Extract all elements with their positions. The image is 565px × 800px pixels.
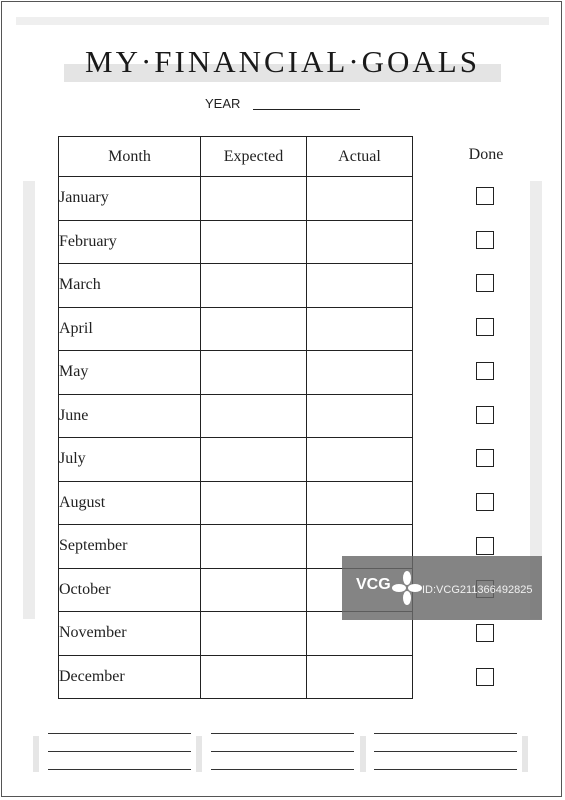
expected-cell[interactable] — [201, 177, 307, 221]
done-checkbox[interactable] — [476, 406, 494, 424]
done-checkbox[interactable] — [476, 668, 494, 686]
note-line[interactable] — [211, 769, 354, 770]
note-line[interactable] — [48, 733, 191, 734]
month-cell: September — [59, 525, 201, 569]
watermark-id: ID:VCG211366492825 — [422, 584, 533, 596]
expected-cell[interactable] — [201, 394, 307, 438]
expected-cell[interactable] — [201, 264, 307, 308]
done-checkbox[interactable] — [476, 318, 494, 336]
month-cell: August — [59, 481, 201, 525]
expected-cell[interactable] — [201, 307, 307, 351]
actual-cell[interactable] — [307, 264, 413, 308]
done-checkbox[interactable] — [476, 274, 494, 292]
actual-cell[interactable] — [307, 655, 413, 699]
actual-header: Actual — [307, 137, 413, 177]
month-cell: May — [59, 351, 201, 395]
actual-cell[interactable] — [307, 394, 413, 438]
actual-cell[interactable] — [307, 481, 413, 525]
expected-cell[interactable] — [201, 351, 307, 395]
table-row — [59, 655, 413, 699]
month-cell: April — [59, 307, 201, 351]
watermark — [342, 556, 542, 620]
note-line[interactable] — [374, 751, 517, 752]
done-checkbox[interactable] — [476, 493, 494, 511]
expected-cell[interactable] — [201, 481, 307, 525]
expected-header: Expected — [201, 137, 307, 177]
table-row — [59, 177, 413, 221]
month-cell: January — [59, 177, 201, 221]
done-checkbox[interactable] — [476, 231, 494, 249]
done-header: Done — [468, 146, 504, 163]
note-line[interactable] — [211, 751, 354, 752]
year-label: YEAR — [205, 96, 241, 111]
left-decorative-band — [23, 181, 35, 619]
watermark-flower-icon — [392, 570, 422, 606]
watermark-logo: VCG — [356, 576, 391, 593]
table-header-row — [59, 137, 413, 177]
year-input-line[interactable] — [253, 109, 360, 110]
month-cell: December — [59, 655, 201, 699]
actual-cell[interactable] — [307, 438, 413, 482]
notes-band-left — [33, 736, 39, 772]
done-checkbox[interactable] — [476, 624, 494, 642]
expected-cell[interactable] — [201, 525, 307, 569]
month-cell: March — [59, 264, 201, 308]
month-cell: June — [59, 394, 201, 438]
month-cell: November — [59, 612, 201, 656]
table-row — [59, 438, 413, 482]
note-line[interactable] — [374, 769, 517, 770]
expected-cell[interactable] — [201, 655, 307, 699]
top-decorative-band — [16, 17, 549, 25]
expected-cell[interactable] — [201, 220, 307, 264]
actual-cell[interactable] — [307, 351, 413, 395]
actual-cell[interactable] — [307, 307, 413, 351]
month-cell: October — [59, 568, 201, 612]
month-cell: July — [59, 438, 201, 482]
actual-cell[interactable] — [307, 220, 413, 264]
note-line[interactable] — [374, 733, 517, 734]
note-line[interactable] — [211, 733, 354, 734]
table-row — [59, 394, 413, 438]
table-row — [59, 264, 413, 308]
table-row — [59, 307, 413, 351]
month-header: Month — [59, 137, 201, 177]
notes-band-mid-right — [360, 736, 366, 772]
actual-cell[interactable] — [307, 177, 413, 221]
done-checkbox[interactable] — [476, 362, 494, 380]
table-row — [59, 220, 413, 264]
notes-band-mid-left — [196, 736, 202, 772]
right-decorative-band — [530, 181, 542, 619]
note-line[interactable] — [48, 751, 191, 752]
notes-band-right — [522, 736, 528, 772]
done-checkbox[interactable] — [476, 187, 494, 205]
expected-cell[interactable] — [201, 568, 307, 612]
month-cell: February — [59, 220, 201, 264]
done-checkbox[interactable] — [476, 449, 494, 467]
note-line[interactable] — [48, 769, 191, 770]
page-title: MY·FINANCIAL·GOALS — [85, 44, 480, 79]
done-checkbox[interactable] — [476, 537, 494, 555]
expected-cell[interactable] — [201, 612, 307, 656]
table-row — [59, 351, 413, 395]
expected-cell[interactable] — [201, 438, 307, 482]
table-row — [59, 481, 413, 525]
